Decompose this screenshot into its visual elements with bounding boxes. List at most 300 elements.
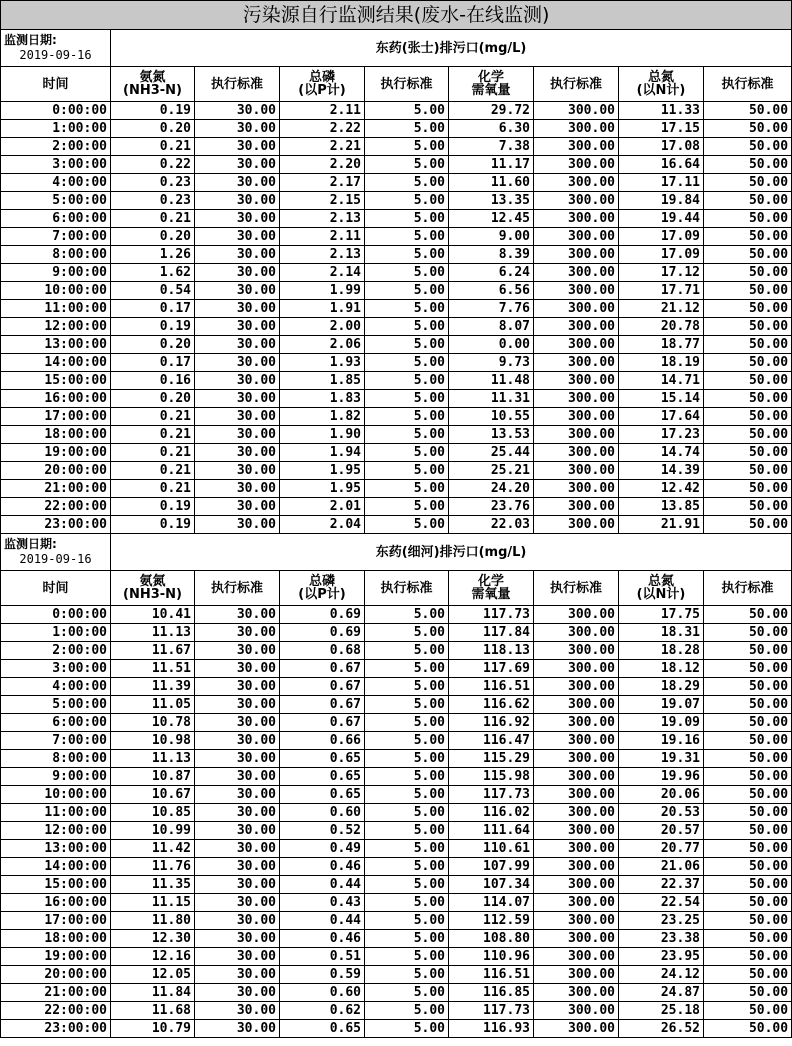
table-row xyxy=(1,822,792,840)
nh3-standard: 30.00 xyxy=(195,156,280,174)
tp-standard: 5.00 xyxy=(365,984,449,1002)
cod-standard: 300.00 xyxy=(534,156,619,174)
tn-value: 17.08 xyxy=(619,138,704,156)
nh3-value: 0.20 xyxy=(111,336,195,354)
tn-value: 14.74 xyxy=(619,444,704,462)
tp-standard: 5.00 xyxy=(365,264,449,282)
tp-value: 0.67 xyxy=(280,696,365,714)
nh3-standard: 30.00 xyxy=(195,840,280,858)
tp-value: 1.85 xyxy=(280,372,365,390)
cod-value: 112.59 xyxy=(449,912,534,930)
tp-value: 0.65 xyxy=(280,786,365,804)
header-text: 执行标准 xyxy=(210,580,263,596)
cod-value: 114.07 xyxy=(449,894,534,912)
tn-standard: 50.00 xyxy=(704,858,792,876)
tp-standard: 5.00 xyxy=(365,696,449,714)
cod-value: 115.29 xyxy=(449,750,534,768)
nh3-standard: 30.00 xyxy=(195,1020,280,1038)
tp-value: 2.04 xyxy=(280,516,365,534)
tp-standard: 5.00 xyxy=(365,1020,449,1038)
nh3-standard: 30.00 xyxy=(195,318,280,336)
tp-value: 2.21 xyxy=(280,138,365,156)
header-text: (以N计) xyxy=(636,83,686,98)
header-standard xyxy=(195,67,280,102)
table-row xyxy=(1,336,792,354)
table-row xyxy=(1,786,792,804)
cod-standard: 300.00 xyxy=(534,318,619,336)
tp-standard: 5.00 xyxy=(365,426,449,444)
nh3-standard: 30.00 xyxy=(195,1002,280,1020)
header-text: 时间 xyxy=(42,76,69,92)
time-cell: 19:00:00 xyxy=(1,444,111,462)
cod-standard: 300.00 xyxy=(534,480,619,498)
cod-value: 8.39 xyxy=(449,246,534,264)
tn-value: 18.31 xyxy=(619,624,704,642)
tn-value: 18.19 xyxy=(619,354,704,372)
nh3-value: 10.79 xyxy=(111,1020,195,1038)
cod-standard: 300.00 xyxy=(534,786,619,804)
time-cell: 15:00:00 xyxy=(1,876,111,894)
nh3-standard: 30.00 xyxy=(195,858,280,876)
time-cell: 20:00:00 xyxy=(1,966,111,984)
tn-standard: 50.00 xyxy=(704,120,792,138)
nh3-value: 0.17 xyxy=(111,300,195,318)
nh3-standard: 30.00 xyxy=(195,426,280,444)
cod-standard: 300.00 xyxy=(534,948,619,966)
tp-value: 2.01 xyxy=(280,498,365,516)
tn-standard: 50.00 xyxy=(704,966,792,984)
tn-standard: 50.00 xyxy=(704,624,792,642)
nh3-standard: 30.00 xyxy=(195,210,280,228)
tp-value: 0.67 xyxy=(280,714,365,732)
tp-value: 1.91 xyxy=(280,300,365,318)
tn-value: 20.53 xyxy=(619,804,704,822)
time-cell: 15:00:00 xyxy=(1,372,111,390)
tn-value: 11.33 xyxy=(619,102,704,120)
time-cell: 22:00:00 xyxy=(1,498,111,516)
cod-standard: 300.00 xyxy=(534,750,619,768)
tn-standard: 50.00 xyxy=(704,930,792,948)
cod-standard: 300.00 xyxy=(534,390,619,408)
tn-standard: 50.00 xyxy=(704,876,792,894)
nh3-value: 0.21 xyxy=(111,408,195,426)
tn-value: 17.71 xyxy=(619,282,704,300)
tn-standard: 50.00 xyxy=(704,804,792,822)
cod-value: 9.73 xyxy=(449,354,534,372)
tp-standard: 5.00 xyxy=(365,840,449,858)
nh3-value: 10.99 xyxy=(111,822,195,840)
table-row xyxy=(1,768,792,786)
cod-value: 116.51 xyxy=(449,678,534,696)
nh3-standard: 30.00 xyxy=(195,660,280,678)
tn-standard: 50.00 xyxy=(704,264,792,282)
tp-standard: 5.00 xyxy=(365,1002,449,1020)
tp-value: 2.11 xyxy=(280,228,365,246)
nh3-standard: 30.00 xyxy=(195,678,280,696)
tp-value: 1.93 xyxy=(280,354,365,372)
cod-standard: 300.00 xyxy=(534,696,619,714)
time-cell: 6:00:00 xyxy=(1,210,111,228)
cod-value: 116.93 xyxy=(449,1020,534,1038)
tn-standard: 50.00 xyxy=(704,390,792,408)
nh3-standard: 30.00 xyxy=(195,102,280,120)
time-cell: 3:00:00 xyxy=(1,156,111,174)
cod-value: 11.60 xyxy=(449,174,534,192)
tn-standard: 50.00 xyxy=(704,336,792,354)
nh3-standard: 30.00 xyxy=(195,768,280,786)
cod-value: 115.98 xyxy=(449,768,534,786)
tp-standard: 5.00 xyxy=(365,750,449,768)
tn-standard: 50.00 xyxy=(704,174,792,192)
nh3-standard: 30.00 xyxy=(195,498,280,516)
header-text: 时间 xyxy=(42,580,69,596)
cod-standard: 300.00 xyxy=(534,1020,619,1038)
table-row xyxy=(1,498,792,516)
nh3-value: 11.42 xyxy=(111,840,195,858)
cod-standard: 300.00 xyxy=(534,426,619,444)
nh3-value: 10.41 xyxy=(111,606,195,624)
nh3-value: 11.76 xyxy=(111,858,195,876)
tp-value: 1.90 xyxy=(280,426,365,444)
tp-standard: 5.00 xyxy=(365,606,449,624)
time-cell: 5:00:00 xyxy=(1,696,111,714)
tn-standard: 50.00 xyxy=(704,372,792,390)
tp-standard: 5.00 xyxy=(365,174,449,192)
column-header-row xyxy=(1,67,792,102)
tp-standard: 5.00 xyxy=(365,246,449,264)
tn-standard: 50.00 xyxy=(704,660,792,678)
tp-value: 2.20 xyxy=(280,156,365,174)
nh3-standard: 30.00 xyxy=(195,984,280,1002)
tp-value: 2.17 xyxy=(280,174,365,192)
nh3-standard: 30.00 xyxy=(195,714,280,732)
tn-standard: 50.00 xyxy=(704,696,792,714)
cod-value: 116.62 xyxy=(449,696,534,714)
tn-value: 26.52 xyxy=(619,1020,704,1038)
time-cell: 16:00:00 xyxy=(1,894,111,912)
tp-standard: 5.00 xyxy=(365,642,449,660)
nh3-value: 11.80 xyxy=(111,912,195,930)
cod-value: 11.17 xyxy=(449,156,534,174)
table-row xyxy=(1,606,792,624)
time-cell: 18:00:00 xyxy=(1,426,111,444)
header-standard xyxy=(704,571,792,606)
tp-standard: 5.00 xyxy=(365,480,449,498)
nh3-value: 0.20 xyxy=(111,228,195,246)
time-cell: 12:00:00 xyxy=(1,822,111,840)
time-cell: 1:00:00 xyxy=(1,120,111,138)
tp-standard: 5.00 xyxy=(365,120,449,138)
tn-value: 19.31 xyxy=(619,750,704,768)
tn-standard: 50.00 xyxy=(704,714,792,732)
cod-standard: 300.00 xyxy=(534,138,619,156)
cod-standard: 300.00 xyxy=(534,444,619,462)
date-label: 监测日期: xyxy=(4,33,57,47)
time-cell: 13:00:00 xyxy=(1,840,111,858)
tp-standard: 5.00 xyxy=(365,336,449,354)
cod-value: 13.35 xyxy=(449,192,534,210)
nh3-value: 11.68 xyxy=(111,1002,195,1020)
cod-value: 116.02 xyxy=(449,804,534,822)
cod-value: 11.31 xyxy=(449,390,534,408)
tn-standard: 50.00 xyxy=(704,102,792,120)
cod-value: 117.73 xyxy=(449,1002,534,1020)
tn-value: 23.95 xyxy=(619,948,704,966)
tp-standard: 5.00 xyxy=(365,444,449,462)
table-row xyxy=(1,804,792,822)
header-standard xyxy=(534,571,619,606)
nh3-standard: 30.00 xyxy=(195,192,280,210)
cod-value: 9.00 xyxy=(449,228,534,246)
tn-standard: 50.00 xyxy=(704,462,792,480)
nh3-standard: 30.00 xyxy=(195,624,280,642)
nh3-standard: 30.00 xyxy=(195,786,280,804)
nh3-standard: 30.00 xyxy=(195,300,280,318)
header-text: 执行标准 xyxy=(721,580,774,596)
table-row xyxy=(1,516,792,534)
header-text: 执行标准 xyxy=(549,76,602,92)
table-row xyxy=(1,390,792,408)
nh3-value: 0.21 xyxy=(111,210,195,228)
nh3-standard: 30.00 xyxy=(195,120,280,138)
time-cell: 23:00:00 xyxy=(1,516,111,534)
nh3-value: 11.35 xyxy=(111,876,195,894)
tn-value: 23.38 xyxy=(619,930,704,948)
table-row xyxy=(1,174,792,192)
cod-value: 116.51 xyxy=(449,966,534,984)
table-row xyxy=(1,354,792,372)
tp-value: 0.44 xyxy=(280,912,365,930)
tn-standard: 50.00 xyxy=(704,840,792,858)
table-row xyxy=(1,138,792,156)
header-cod xyxy=(449,571,534,606)
time-cell: 1:00:00 xyxy=(1,624,111,642)
header-standard xyxy=(365,571,449,606)
nh3-value: 0.21 xyxy=(111,444,195,462)
tn-value: 19.07 xyxy=(619,696,704,714)
tn-standard: 50.00 xyxy=(704,912,792,930)
time-cell: 14:00:00 xyxy=(1,354,111,372)
tp-value: 1.99 xyxy=(280,282,365,300)
cod-value: 25.44 xyxy=(449,444,534,462)
nh3-value: 0.20 xyxy=(111,120,195,138)
nh3-value: 11.15 xyxy=(111,894,195,912)
time-cell: 13:00:00 xyxy=(1,336,111,354)
nh3-value: 0.23 xyxy=(111,174,195,192)
tn-standard: 50.00 xyxy=(704,138,792,156)
header-tn xyxy=(619,571,704,606)
tn-value: 23.25 xyxy=(619,912,704,930)
table-row xyxy=(1,372,792,390)
tp-standard: 5.00 xyxy=(365,732,449,750)
tn-value: 17.75 xyxy=(619,606,704,624)
tn-standard: 50.00 xyxy=(704,1020,792,1038)
nh3-standard: 30.00 xyxy=(195,606,280,624)
cod-standard: 300.00 xyxy=(534,192,619,210)
cod-standard: 300.00 xyxy=(534,678,619,696)
tp-value: 0.65 xyxy=(280,1020,365,1038)
tp-standard: 5.00 xyxy=(365,894,449,912)
tn-value: 15.14 xyxy=(619,390,704,408)
cod-value: 117.73 xyxy=(449,606,534,624)
cod-value: 107.34 xyxy=(449,876,534,894)
cod-value: 118.13 xyxy=(449,642,534,660)
section-info-row xyxy=(1,30,792,67)
tp-standard: 5.00 xyxy=(365,102,449,120)
tp-value: 0.59 xyxy=(280,966,365,984)
table-row xyxy=(1,426,792,444)
cod-standard: 300.00 xyxy=(534,840,619,858)
nh3-standard: 30.00 xyxy=(195,480,280,498)
tp-standard: 5.00 xyxy=(365,876,449,894)
time-cell: 23:00:00 xyxy=(1,1020,111,1038)
header-nh3 xyxy=(111,67,195,102)
time-cell: 7:00:00 xyxy=(1,732,111,750)
cod-standard: 300.00 xyxy=(534,210,619,228)
tn-value: 25.18 xyxy=(619,1002,704,1020)
tp-value: 0.62 xyxy=(280,1002,365,1020)
cod-standard: 300.00 xyxy=(534,1002,619,1020)
nh3-standard: 30.00 xyxy=(195,372,280,390)
table-row xyxy=(1,714,792,732)
table-row xyxy=(1,318,792,336)
nh3-value: 0.16 xyxy=(111,372,195,390)
tp-standard: 5.00 xyxy=(365,192,449,210)
nh3-standard: 30.00 xyxy=(195,948,280,966)
date-label: 监测日期: xyxy=(4,537,57,551)
table-row xyxy=(1,408,792,426)
table-row xyxy=(1,678,792,696)
table-row xyxy=(1,192,792,210)
header-time xyxy=(1,571,111,606)
tp-standard: 5.00 xyxy=(365,858,449,876)
tn-value: 18.29 xyxy=(619,678,704,696)
tp-value: 2.11 xyxy=(280,102,365,120)
cod-standard: 300.00 xyxy=(534,930,619,948)
time-cell: 9:00:00 xyxy=(1,768,111,786)
cod-standard: 300.00 xyxy=(534,246,619,264)
cod-standard: 300.00 xyxy=(534,102,619,120)
nh3-value: 0.23 xyxy=(111,192,195,210)
nh3-standard: 30.00 xyxy=(195,876,280,894)
tp-standard: 5.00 xyxy=(365,714,449,732)
nh3-standard: 30.00 xyxy=(195,750,280,768)
nh3-value: 1.26 xyxy=(111,246,195,264)
cod-value: 116.92 xyxy=(449,714,534,732)
header-tp xyxy=(280,571,365,606)
header-text: 需氧量 xyxy=(471,83,511,98)
header-text: 氨氮 xyxy=(139,70,166,85)
tn-value: 17.64 xyxy=(619,408,704,426)
tn-standard: 50.00 xyxy=(704,228,792,246)
tn-value: 20.78 xyxy=(619,318,704,336)
cod-value: 23.76 xyxy=(449,498,534,516)
cod-standard: 300.00 xyxy=(534,624,619,642)
tp-value: 0.43 xyxy=(280,894,365,912)
time-cell: 7:00:00 xyxy=(1,228,111,246)
table-row xyxy=(1,732,792,750)
nh3-value: 12.05 xyxy=(111,966,195,984)
tn-value: 19.09 xyxy=(619,714,704,732)
table-row xyxy=(1,102,792,120)
tp-standard: 5.00 xyxy=(365,804,449,822)
nh3-standard: 30.00 xyxy=(195,966,280,984)
time-cell: 8:00:00 xyxy=(1,750,111,768)
nh3-value: 12.16 xyxy=(111,948,195,966)
cod-standard: 300.00 xyxy=(534,912,619,930)
cod-standard: 300.00 xyxy=(534,732,619,750)
time-cell: 20:00:00 xyxy=(1,462,111,480)
header-text: 总氮 xyxy=(647,70,674,85)
tn-value: 19.44 xyxy=(619,210,704,228)
date-value: 2019-09-16 xyxy=(19,552,92,566)
nh3-value: 12.30 xyxy=(111,930,195,948)
tp-value: 2.15 xyxy=(280,192,365,210)
tp-value: 0.60 xyxy=(280,804,365,822)
tn-value: 24.87 xyxy=(619,984,704,1002)
tp-value: 0.60 xyxy=(280,984,365,1002)
cod-value: 13.53 xyxy=(449,426,534,444)
tn-value: 12.42 xyxy=(619,480,704,498)
nh3-value: 0.22 xyxy=(111,156,195,174)
tp-value: 0.46 xyxy=(280,930,365,948)
tn-value: 18.77 xyxy=(619,336,704,354)
header-text: (NH3-N) xyxy=(123,83,182,98)
tn-value: 21.06 xyxy=(619,858,704,876)
table-row xyxy=(1,966,792,984)
time-cell: 19:00:00 xyxy=(1,948,111,966)
cod-standard: 300.00 xyxy=(534,714,619,732)
tp-value: 1.83 xyxy=(280,390,365,408)
table-row xyxy=(1,300,792,318)
cod-standard: 300.00 xyxy=(534,462,619,480)
tn-standard: 50.00 xyxy=(704,480,792,498)
table-row xyxy=(1,660,792,678)
time-cell: 22:00:00 xyxy=(1,1002,111,1020)
cod-standard: 300.00 xyxy=(534,822,619,840)
tp-value: 0.65 xyxy=(280,750,365,768)
nh3-value: 11.13 xyxy=(111,624,195,642)
header-cod xyxy=(449,67,534,102)
tp-value: 1.94 xyxy=(280,444,365,462)
nh3-standard: 30.00 xyxy=(195,642,280,660)
tp-value: 0.67 xyxy=(280,660,365,678)
tn-value: 19.84 xyxy=(619,192,704,210)
header-standard xyxy=(704,67,792,102)
cod-standard: 300.00 xyxy=(534,300,619,318)
time-cell: 3:00:00 xyxy=(1,660,111,678)
table-row xyxy=(1,840,792,858)
cod-value: 29.72 xyxy=(449,102,534,120)
tn-standard: 50.00 xyxy=(704,750,792,768)
tn-value: 18.12 xyxy=(619,660,704,678)
nh3-value: 10.67 xyxy=(111,786,195,804)
tp-standard: 5.00 xyxy=(365,912,449,930)
outlet-name: 东药(张士)排污口(mg/L) xyxy=(111,30,792,67)
nh3-standard: 30.00 xyxy=(195,246,280,264)
tp-standard: 5.00 xyxy=(365,354,449,372)
date-value: 2019-09-16 xyxy=(19,48,92,62)
nh3-value: 11.67 xyxy=(111,642,195,660)
report-title: 污染源自行监测结果(废水-在线监测) xyxy=(1,1,792,30)
table-row xyxy=(1,462,792,480)
tn-value: 17.15 xyxy=(619,120,704,138)
tn-standard: 50.00 xyxy=(704,300,792,318)
tp-standard: 5.00 xyxy=(365,624,449,642)
nh3-value: 0.17 xyxy=(111,354,195,372)
nh3-value: 0.19 xyxy=(111,498,195,516)
time-cell: 21:00:00 xyxy=(1,480,111,498)
